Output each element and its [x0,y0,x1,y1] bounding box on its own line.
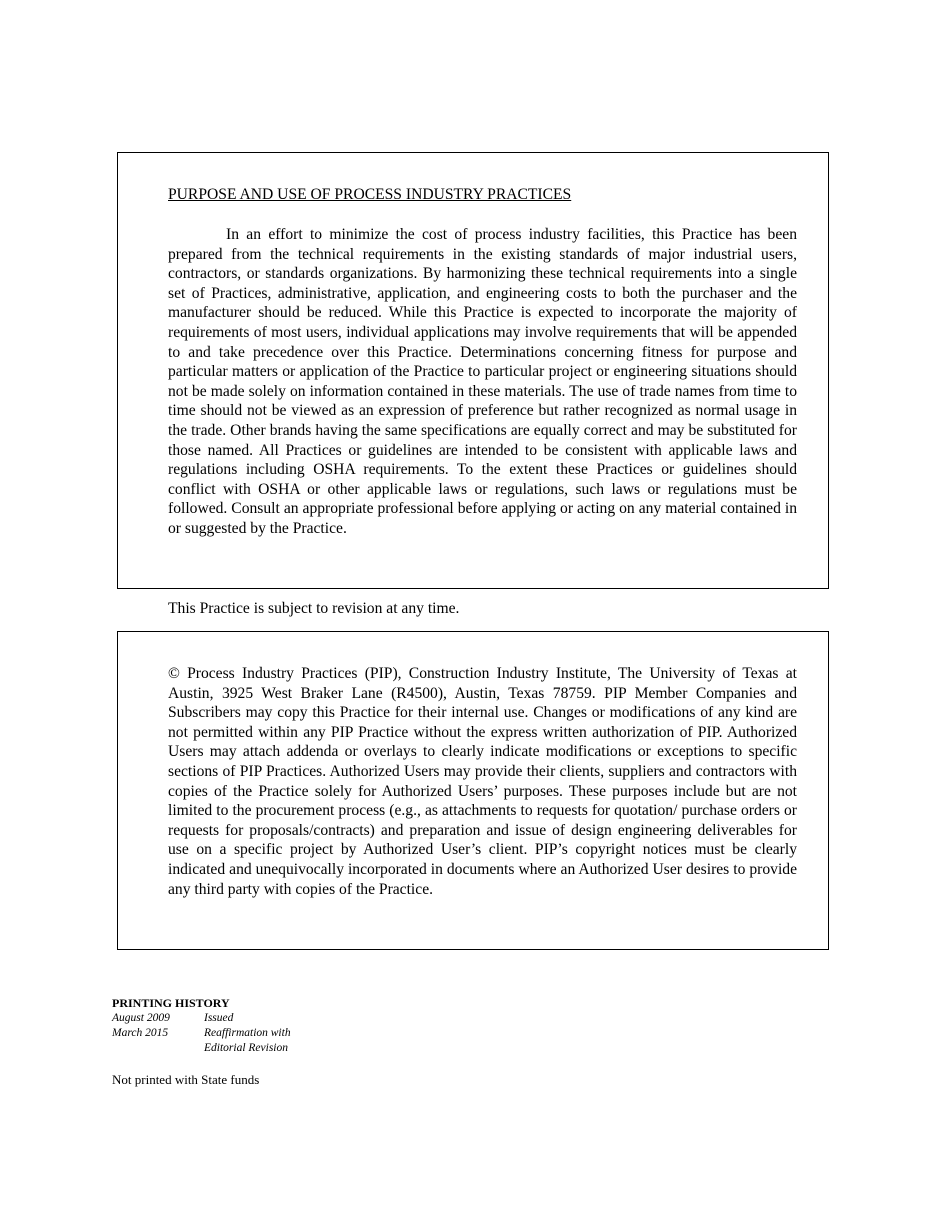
purpose-box [117,152,829,589]
printing-history-title: PRINTING HISTORY [112,996,230,1010]
copyright-box [117,631,829,950]
printing-history-entry [112,1011,372,1026]
purpose-body: In an effort to minimize the cost of process industry facilities, this Practice has been prepared from the technical requirements in the existing standards of major industrial users, contractors, or standards organizations. By harmonizing these technical requirements into a single set of Practices, administrative, application, and engineering costs to both the purchaser and the manufacturer should be reduced. While this Practice is expected to incorporate the majority of requirements of most users, individual applications may involve requirements that will be appended to and take precedence over this Practice. Determinations concerning fitness for purpose and particular matters or application of the Practice to particular project or engineering situations should not be made solely on information contained in these materials. The use of trade names from time to time should not be viewed as an expression of preference but rather recognized as normal usage in the trade. Other brands having the same specifications are equally correct and may be substituted for those named. All Practices or guidelines are intended to be consistent with applicable laws and regulations including OSHA requirements. To the extent these Practices or guidelines should conflict with OSHA or other applicable laws or regulations, such laws or regulations must be followed. Consult an appropriate professional before applying or acting on any material contained in or suggested by the Practice. [168,226,797,537]
printing-history-entry [112,1026,372,1056]
copyright-body: © Process Industry Practices (PIP), Construction Industry Institute, The University of Texas at Austin, 3925 West Braker Lane (R4500), Austin, Texas 78759. PIP Member Companies and Subscribers may copy this Practice for their internal use. Changes or modifications of any kind are not permitted within any PIP Practice without the express written authorization of PIP. Authorized Users may attach addenda or overlays to clearly indicate modifications or exceptions to specific sections of PIP Practices. Authorized Users may provide their clients, suppliers and contractors with copies of the Practice solely for Authorized Users’ purposes. These purposes include but are not limited to the procurement process (e.g., as attachments to requests for quotation/ purchase orders or requests for proposals/contracts) and preparation and issue of design engineering deliverables for use on a specific project by Authorized User’s client. PIP’s copyright notices must be clearly indicated and unequivocally incorporated in documents where an Authorized User desires to provide any third party with copies of the Practice. [168,665,797,898]
printing-history-description: Reaffirmation with Editorial Revision [204,1027,291,1054]
footer-note: Not printed with State funds [112,1072,260,1087]
printing-history-date: March 2015 [112,1027,169,1039]
revision-note: This Practice is subject to revision at any time. [168,600,460,617]
printing-history [112,996,372,1056]
printing-history-description: Issued [204,1012,234,1024]
printing-history-date: August 2009 [112,1012,170,1024]
purpose-title: PURPOSE AND USE OF PROCESS INDUSTRY PRACTICES [168,186,572,203]
